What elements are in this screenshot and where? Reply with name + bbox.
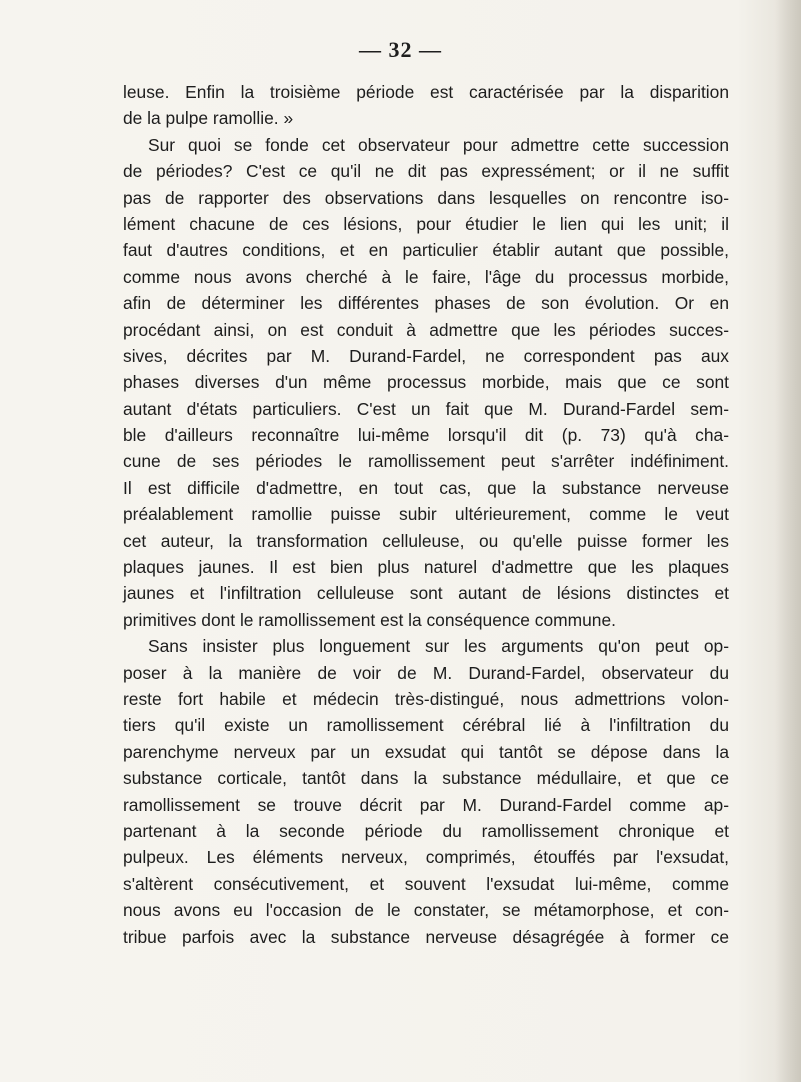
text-line: substance corticale, tantôt dans la substance médullaire, et que ce [123,768,729,789]
text-line: faut d'autres conditions, et en particulier établir autant que possible, [123,240,729,261]
text-line: préalablement ramollie puisse subir ultérieurement, comme le veut [123,504,729,525]
text-line: ramollissement se trouve décrit par M. Durand-Fardel comme ap- [123,794,729,815]
text-line: tribue parfois avec la substance nerveuse désagrégée à former ce [123,926,729,947]
text-line: primitives dont le ramollissement est la conséquence commune. [123,609,616,630]
text-line: de la pulpe ramollie. » [123,108,294,129]
text-line: de périodes? C'est ce qu'il ne dit pas expressément; or il ne suffit [123,161,729,182]
text-line: ble d'ailleurs reconnaître lui-même lorsqu'il dit (p. 73) qu'à cha- [123,425,729,446]
text-line: s'altèrent consécutivement, et souvent l'exsudat lui-même, comme [123,873,729,894]
text-line: Il est difficile d'admettre, en tout cas, que la substance nerveuse [123,477,729,498]
text-line: cet auteur, la transformation celluleuse, ou qu'elle puisse former les [123,530,729,551]
text-line: lément chacune de ces lésions, pour étudier le lien qui les unit; il [123,213,729,234]
text-line: jaunes et l'infiltration celluleuse sont autant de lésions distinctes et [123,583,729,604]
paragraph-first-line: Sur quoi se fonde cet observateur pour admettre cette succession [148,134,729,155]
text-line: autant d'états particuliers. C'est un fait que M. Durand-Fardel sem- [123,398,729,419]
paragraph-first-line: Sans insister plus longuement sur les arguments qu'on peut op- [148,636,729,657]
text-line: pulpeux. Les éléments nerveux, comprimés, étouffés par l'exsudat, [123,847,729,868]
text-line: partenant à la seconde période du ramollissement chronique et [123,820,729,841]
text-line: procédant ainsi, on est conduit à admettre que les périodes succes- [123,319,729,340]
text-line: leuse. Enfin la troisième période est caractérisée par la disparition [123,82,729,102]
page-number: — 32 — [359,37,442,62]
page-edge-shadow [775,0,801,1082]
text-line: phases diverses d'un même processus morbide, mais que ce sont [123,372,729,393]
text-line: afin de déterminer les différentes phases de son évolution. Or en [123,293,729,314]
text-line: comme nous avons cherché à le faire, l'âge du processus morbide, [123,266,729,287]
text-line: tiers qu'il existe un ramollissement cérébral lié à l'infiltration du [123,715,729,736]
text-line: sives, décrites par M. Durand-Fardel, ne correspondent pas aux [123,345,729,366]
text-line: reste fort habile et médecin très-distingué, nous admettrions volon- [123,688,729,709]
text-line: cune de ses périodes le ramollissement peut s'arrêter indéfiniment. [123,451,729,472]
body-text [123,79,729,950]
text-line: poser à la manière de voir de M. Durand-Fardel, observateur du [123,662,729,683]
text-line: nous avons eu l'occasion de le constater, se métamorphose, et con- [123,900,729,921]
text-line: pas de rapporter des observations dans lesquelles on rencontre iso- [123,187,729,208]
text-line: plaques jaunes. Il est bien plus naturel d'admettre que les plaques [123,557,729,578]
text-line: parenchyme nerveux par un exsudat qui tantôt se dépose dans la [123,741,729,762]
